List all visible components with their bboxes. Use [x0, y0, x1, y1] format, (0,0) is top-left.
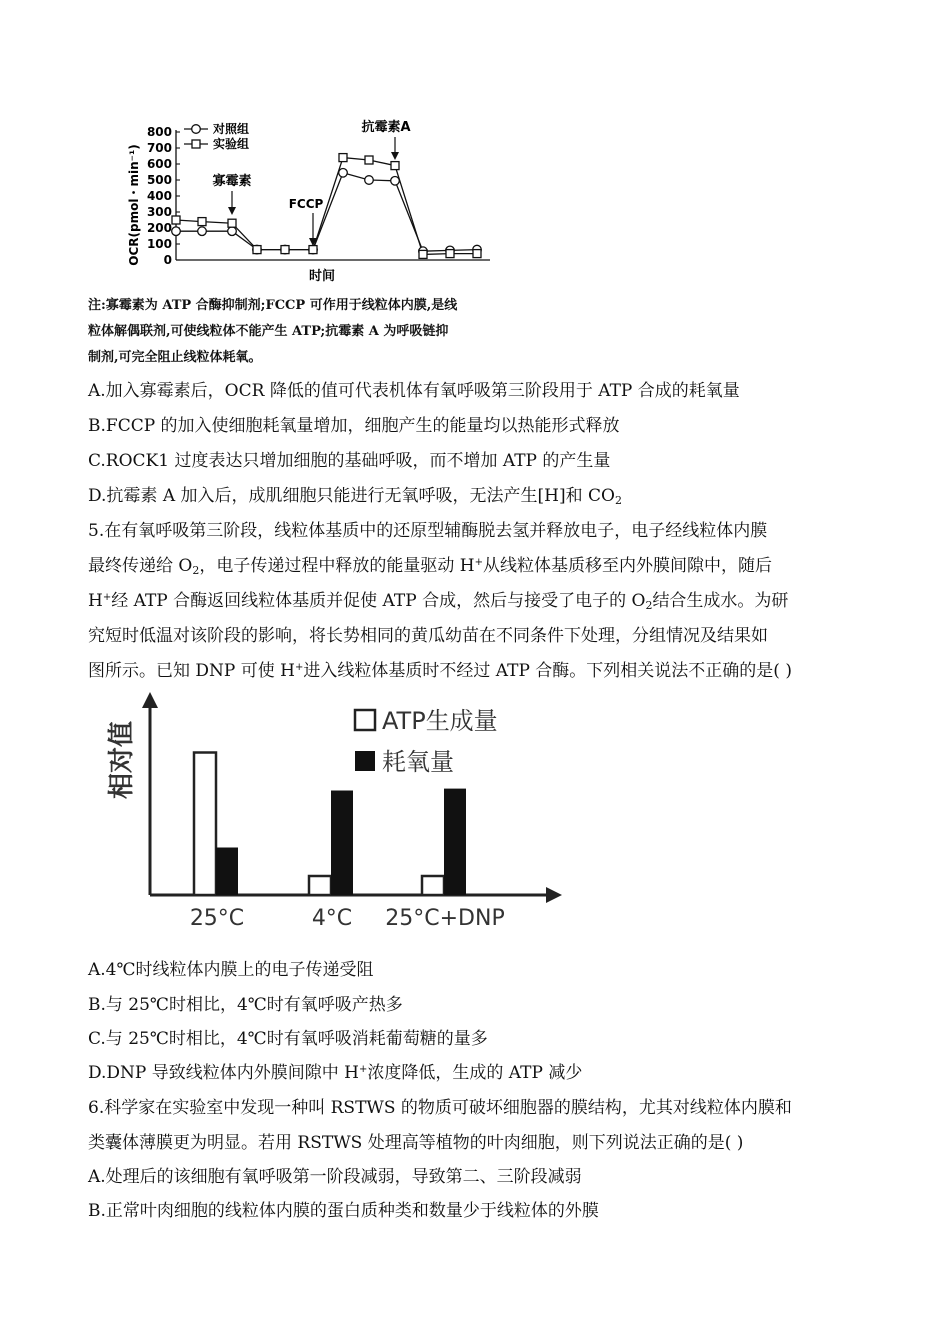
y-tick-label: 400 — [146, 189, 172, 203]
q6-stem-line-1: 6.科学家在实验室中发现一种叫 RSTWS 的物质可破坏细胞器的膜结构，尤其对线粒体内膜和 — [88, 1098, 792, 1118]
ocr-y-ticks — [147, 125, 180, 267]
bar-legend — [355, 707, 498, 776]
q5-stem-line-3: H+经 ATP 合酶返回线粒体基质并促使 ATP 合成，然后与接受了电子的 $O_2$结合生成水。为研 — [88, 591, 789, 612]
legend-oxygen: 耗氧量 — [382, 748, 454, 776]
legend-square-marker — [192, 140, 200, 148]
figure-note-line-3: 制剂,可完全阻止线粒体耗氧。 — [88, 350, 262, 365]
annotation-oligomycin: 寡霉素 — [212, 174, 252, 189]
ocr-series-markers — [172, 154, 482, 259]
q5-stem-line-4: 究短时低温对该阶段的影响，将长势相同的黄瓜幼苗在不同条件下处理，分组情况及结果如 — [88, 626, 768, 646]
atp-oxygen-bar-chart — [100, 690, 570, 942]
legend-black-box — [355, 751, 375, 771]
annotation-antimycin: 抗霉素A — [361, 120, 411, 135]
q6-stem-line-2: 类囊体薄膜更为明显。若用 RSTWS 处理高等植物的叶肉细胞，则下列说法正确的是( ) — [88, 1133, 744, 1153]
y-axis-arrow-icon — [142, 692, 158, 708]
ocr-y-axis-label: OCR(pmol・min⁻¹) — [127, 144, 141, 266]
q5-stem-line-5: 图所示。已知 DNP 可使 H+进入线粒体基质时不经过 ATP 合酶。下列相关说法不正确的是( ) — [88, 661, 792, 681]
data-point-experiment — [391, 162, 399, 170]
data-point-control — [365, 176, 374, 185]
q5-option-c: C.与 25℃时相比，4℃时有氧呼吸消耗葡萄糖的量多 — [88, 1029, 488, 1049]
series-line-experiment — [176, 158, 477, 255]
data-point-experiment — [339, 154, 347, 162]
ocr-x-axis-label: 时间 — [308, 269, 336, 284]
figure-note-line-1: 注:寡霉素为 ATP 合酶抑制剂;FCCP 可作用于线粒体内膜,是线 — [88, 298, 458, 313]
q5-option-b: B.与 25℃时相比，4℃时有氧呼吸产热多 — [88, 995, 403, 1015]
annotation-fccp: FCCP — [288, 197, 324, 211]
ocr-series-lines — [176, 158, 477, 255]
bar-oxygen — [444, 789, 466, 895]
x-axis-arrow-icon — [546, 887, 562, 903]
q4-option-d: D.抗霉素 A 加入后，成肌细胞只能进行无氧呼吸，无法产生[H]和 $CO_2$ — [88, 486, 622, 507]
y-tick-label: 200 — [146, 221, 172, 235]
category-label: 25°C — [189, 906, 245, 931]
q5-option-d: D.DNP 导致线粒体内外膜间隙中 H+浓度降低，生成的 ATP 减少 — [88, 1063, 583, 1083]
category-label: 4°C — [311, 906, 353, 931]
data-point-experiment — [228, 219, 236, 227]
data-point-control — [198, 227, 207, 236]
q5-stem-line-2: 最终传递给 $O_2$，电子传递过程中释放的能量驱动 H+从线粒体基质移至内外膜间隙中，随后 — [88, 556, 772, 577]
legend-circle-marker — [192, 125, 201, 134]
data-point-experiment — [473, 250, 481, 258]
data-point-experiment — [281, 246, 289, 254]
data-point-experiment — [253, 246, 261, 254]
bar-oxygen — [216, 848, 238, 896]
bar-atp — [422, 876, 444, 895]
ocr-legend — [184, 121, 249, 151]
ocr-line-chart — [110, 110, 530, 290]
q4-option-a: A.加入寡霉素后，OCR 降低的值可代表机体有氧呼吸第三阶段用于 ATP 合成的耗氧量 — [88, 381, 740, 401]
data-point-experiment — [309, 246, 317, 254]
q4-option-b: B.FCCP 的加入使细胞耗氧量增加，细胞产生的能量均以热能形式释放 — [88, 416, 620, 436]
bar-y-axis-label: 相对值 — [107, 720, 137, 800]
q5-option-a: A.4℃时线粒体内膜上的电子传递受阻 — [88, 960, 374, 980]
arrow-down-icon — [391, 152, 399, 160]
data-point-control — [172, 227, 181, 236]
data-point-experiment — [172, 216, 180, 224]
bar-atp — [194, 753, 216, 896]
category-label: 25°C+DNP — [385, 906, 505, 931]
arrow-down-icon — [228, 207, 236, 215]
figure-note-line-2: 粒体解偶联剂,可使线粒体不能产生 ATP;抗霉素 A 为呼吸链抑 — [88, 324, 449, 339]
data-point-experiment — [446, 250, 454, 258]
bar-oxygen — [331, 791, 353, 896]
y-tick-label: 700 — [146, 141, 172, 155]
q6-option-a: A.处理后的该细胞有氧呼吸第一阶段减弱，导致第二、三阶段减弱 — [88, 1167, 582, 1187]
y-tick-label: 0 — [163, 253, 172, 267]
data-point-experiment — [198, 218, 206, 226]
y-tick-label: 600 — [146, 157, 172, 171]
data-point-experiment — [365, 156, 373, 164]
y-tick-label: 300 — [146, 205, 172, 219]
q5-stem-line-1: 5.在有氧呼吸第三阶段，线粒体基质中的还原型辅酶脱去氢并释放电子，电子经线粒体内膜 — [88, 521, 768, 541]
legend-white-box — [355, 710, 375, 730]
legend-atp: ATP生成量 — [382, 707, 498, 735]
data-point-control — [339, 169, 348, 178]
bar-atp — [309, 876, 331, 895]
data-point-control — [228, 227, 237, 236]
q6-option-b: B.正常叶肉细胞的线粒体内膜的蛋白质种类和数量少于线粒体的外膜 — [88, 1201, 599, 1221]
data-point-control — [391, 177, 400, 186]
bar-category-labels — [190, 906, 505, 931]
y-tick-label: 800 — [146, 125, 172, 139]
data-point-experiment — [419, 250, 427, 258]
legend-control: 对照组 — [213, 122, 250, 136]
q4-option-c: C.ROCK1 过度表达只增加细胞的基础呼吸，而不增加 ATP 的产生量 — [88, 451, 611, 471]
y-tick-label: 500 — [146, 173, 172, 187]
y-tick-label: 100 — [146, 237, 172, 251]
legend-experiment: 实验组 — [213, 137, 250, 151]
